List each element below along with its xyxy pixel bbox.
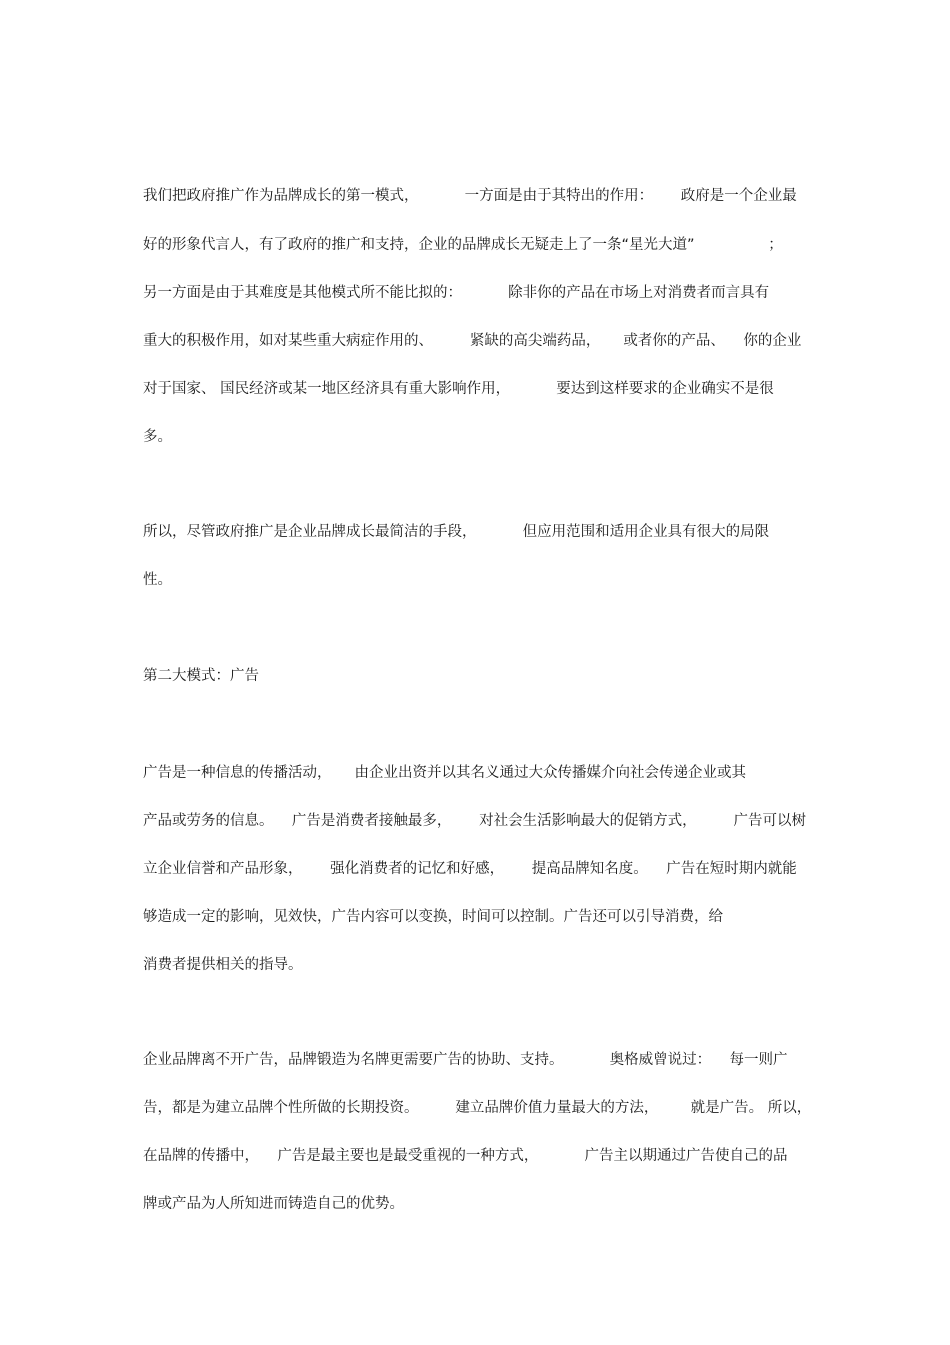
paragraph-4-line-1: 企业品牌离不开广告，品牌锻造为名牌更需要广告的协助、支持。 奥格威曾说过： 每一则广 [143, 1052, 788, 1068]
paragraph-2-line-2: 性。 [143, 572, 172, 588]
paragraph-3-line-5: 消费者提供相关的指导。 [143, 957, 303, 973]
paragraph-1-line-4: 重大的积极作用，如对某些重大病症作用的、 紧缺的高尖端药品， 或者你的产品、 你的企业 [143, 333, 802, 349]
paragraph-3-line-4: 够造成一定的影响，见效快，广告内容可以变换，时间可以控制。广告还可以引导消费，给 [143, 909, 723, 925]
paragraph-1-line-3: 另一方面是由于其难度是其他模式所不能比拟的： 除非你的产品在市场上对消费者而言具有 [143, 285, 770, 301]
paragraph-1-line-1: 我们把政府推广作为品牌成长的第一模式， 一方面是由于其特出的作用： 政府是一个企业最 [143, 188, 797, 204]
paragraph-4-line-4: 牌或产品为人所知进而铸造自己的优势。 [143, 1196, 404, 1212]
paragraph-1-line-6: 多。 [143, 429, 172, 445]
paragraph-3-line-1: 广告是一种信息的传播活动， 由企业出资并以其名义通过大众传播媒介向社会传递企业或其 [143, 765, 747, 781]
paragraph-4-line-3: 在品牌的传播中， 广告是最主要也是最受重视的一种方式， 广告主以期通过广告使自己的品 [143, 1148, 788, 1164]
paragraph-3-line-3: 立企业信誉和产品形象， 强化消费者的记忆和好感， 提高品牌知名度。 广告在短时期内就能 [143, 861, 797, 877]
paragraph-3-line-2: 产品或劳务的信息。 广告是消费者接触最多， 对社会生活影响最大的促销方式， 广告可以树 [143, 813, 806, 829]
paragraph-1-line-2: 好的形象代言人，有了政府的推广和支持，企业的品牌成长无疑走上了一条“星光大道” ； [143, 237, 783, 253]
paragraph-2-line-1: 所以，尽管政府推广是企业品牌成长最简洁的手段， 但应用范围和适用企业具有很大的局限 [143, 524, 770, 540]
paragraph-1-line-5: 对于国家、 国民经济或某一地区经济具有重大影响作用， 要达到这样要求的企业确实不是很 [143, 381, 774, 397]
paragraph-4-line-2: 告，都是为建立品牌个性所做的长期投资。 建立品牌价值力量最大的方法， 就是广告。 所以， [143, 1100, 812, 1116]
section-heading: 第二大模式：广告 [143, 668, 259, 684]
